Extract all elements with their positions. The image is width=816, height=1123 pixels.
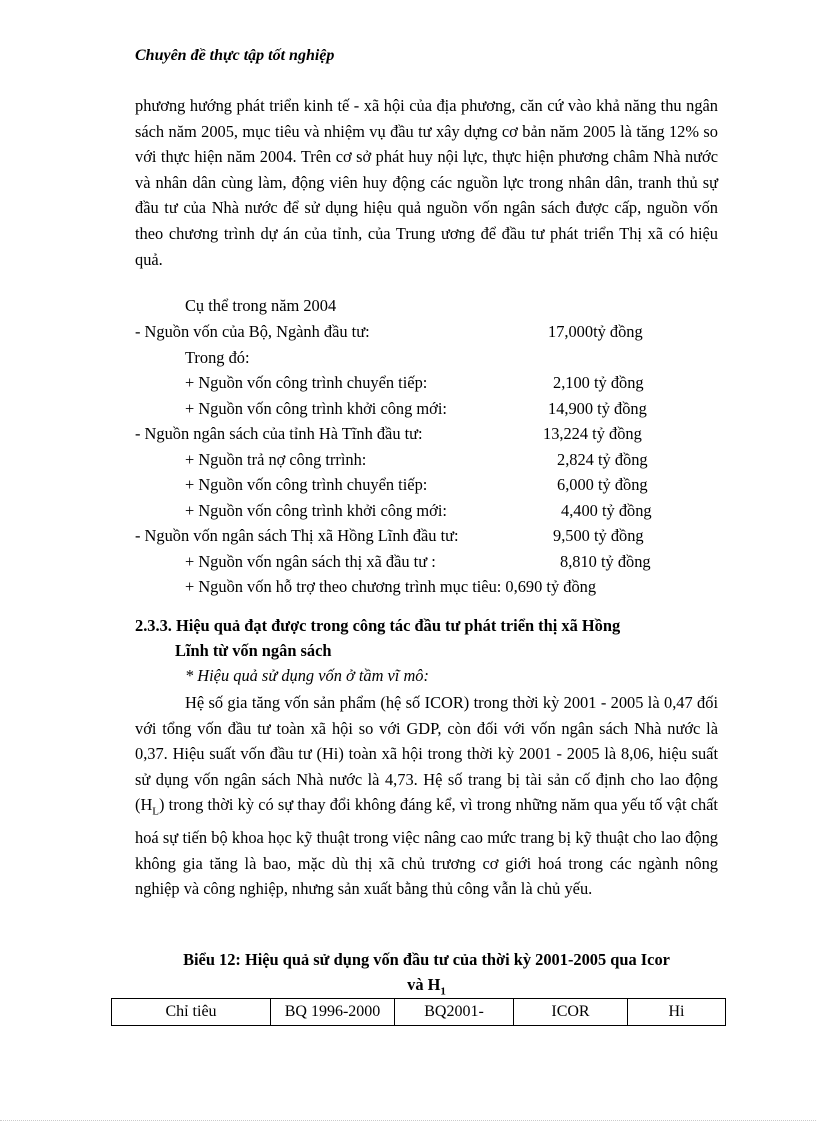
table-header-row [112,999,726,1026]
body-paragraph-part1: Hệ số gia tăng vốn sản phẩm (hệ số ICOR) trong thời kỳ 2001 - 2005 là 0,47 đối với tổng vốn đầu tư toàn xã hội so với GDP, còn đối với vốn ngân sách Nhà nước là 0,37. Hiệu suất vốn đầu tư (Hi) toàn xã hội trong thời kỳ 2001 - 2005 là 8,06, hiệu suất sử dụng vốn ngân sách Nhà nước là 4,73. Hệ số trang bị tài sản cố định cho lao động (H [135,693,718,815]
list-item-amount: 17,000tỷ đồng [548,322,643,341]
body-paragraph [135,690,718,902]
list-item-label: + Nguồn vốn công trình chuyển tiếp: [185,373,428,392]
list-item-amount: 14,900 tỷ đồng [548,399,647,418]
list-intro: Cụ thể trong năm 2004 [185,296,337,315]
table-header-cell: ICOR [514,999,628,1026]
list-item-amount: 6,000 tỷ đồng [557,475,648,494]
list-item-label: + Nguồn vốn hỗ trợ theo chương trình mục tiêu: 0,690 tỷ đồng [185,577,597,596]
list-item-label: + Nguồn vốn công trình khởi công mới: [185,399,447,418]
list-item-label: - Nguồn vốn của Bộ, Ngành đầu tư: [135,322,370,341]
list-item-amount: 13,224 tỷ đồng [543,424,642,443]
list-item-label: - Nguồn vốn ngân sách Thị xã Hồng Lĩnh đầu tư: [135,526,459,545]
intro-paragraph: phương hướng phát triển kinh tế - xã hội của địa phương, căn cứ vào khả năng thu ngân sách năm 2005, mục tiêu và nhiệm vụ đầu tư xây dựng cơ bản năm 2005 là tăng 12% so với thực hiện năm 2004. Trên cơ sở phát huy nội lực, thực hiện phương châm Nhà nước và nhân dân cùng làm, động viên huy động các nguồn lực trong nhân dân, tranh thủ sự đầu tư của Nhà nước để sử dụng hiệu quả nguồn vốn ngân sách được cấp, nguồn vốn theo chương trình dự án của tỉnh, của Trung ương để đầu tư phát triển Thị xã có hiệu quả. [135,96,718,269]
table-caption-line1: Biểu 12: Hiệu quả sử dụng vốn đầu tư của thời kỳ 2001-2005 qua Icor [183,950,670,969]
section-heading [135,613,718,663]
subheading: * Hiệu quả sử dụng vốn ở tầm vĩ mô: [185,666,429,685]
list-item-label: + Nguồn vốn công trình khởi công mới: [185,501,447,520]
table-header-cell: Chỉ tiêu [112,999,271,1026]
table-caption-subscript: 1 [440,985,446,998]
list-item-amount: 4,400 tỷ đồng [561,501,652,520]
table-header-cell: BQ2001- [395,999,514,1026]
list-item-label: + Nguồn vốn công trình chuyển tiếp: [185,475,428,494]
list-item-amount: 9,500 tỷ đồng [553,526,644,545]
section-heading-line2: Lĩnh từ vốn ngân sách [175,641,332,660]
list-item-amount: 2,824 tỷ đồng [557,450,648,469]
section-heading-line1: 2.3.3. Hiệu quả đạt được trong công tác đầu tư phát triển thị xã Hồng [135,616,621,635]
list-item-label: - Nguồn ngân sách của tỉnh Hà Tĩnh đầu tư: [135,424,423,443]
body-paragraph-part2: ) trong thời kỳ có sự thay đổi không đáng kể, vì trong những năm qua yếu tố vật chất hoá sự tiến bộ khoa học kỹ thuật trong việc nâng cao mức trang bị kỹ thuật cho lao động không gia tăng là bao, mặc dù thị xã chủ trương cơ giới hoá trong các ngành nông nghiệp và công nghiệp, nhưng sản xuất bằng thủ công vẫn là chủ yếu. [135,795,718,899]
table-caption [135,947,718,1004]
list-item-label: Trong đó: [185,348,250,367]
list-item-amount: 8,810 tỷ đồng [560,552,651,571]
page-bottom-divider [0,1120,816,1121]
table-caption-line2-text: và H [407,975,441,994]
list-item-label: + Nguồn vốn ngân sách thị xã đầu tư : [185,552,436,571]
list-item-label: + Nguồn trả nợ công trrình: [185,450,367,469]
page-header: Chuyên đề thực tập tốt nghiệp [135,47,335,64]
data-table [111,998,726,1026]
table-header-cell: BQ 1996-2000 [271,999,395,1026]
table-header-cell: Hi [628,999,726,1026]
body-paragraph-subscript: L [152,805,160,818]
list-item-amount: 2,100 tỷ đồng [553,373,644,392]
